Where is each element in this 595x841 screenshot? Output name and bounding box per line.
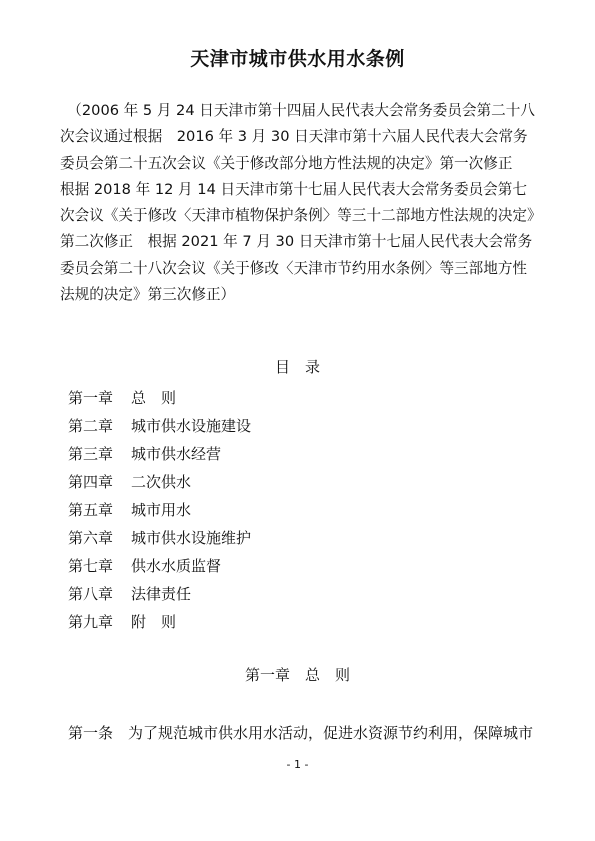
toc-chapter-title: 城市供水经营 bbox=[131, 445, 222, 463]
toc-chapter-number: 第二章 bbox=[68, 417, 114, 435]
toc-chapter-title: 二次供水 bbox=[131, 473, 192, 491]
article-paragraph bbox=[68, 720, 548, 746]
toc-chapter-title: 城市用水 bbox=[131, 501, 192, 519]
toc-chapter-title: 附 则 bbox=[131, 613, 177, 631]
toc-item bbox=[68, 552, 251, 580]
preamble-text: （2006 年 5 月 24 日天津市第十四届人民代表大会常务委员会第二十八次会议通过根据 2016 年 3 月 30 日天津市第十六届人民代表大会常务委员会第二十五次会议《关于修改部分地方性法规的决定》第一次修正 根据 2018 年 12 月 14 日天津市第十七届人民代表大会常务委员会第七次会议《关于修改〈天津市植物保护条例〉等三十二部地方性法规的决定》第二次修正 根据 2021 年 7 月 30 日天津市第十七届人民代表大会常务委员会第二十八次会议《关于修改〈天津市节约用水条例〉等三部地方性法规的决定》第三次修正） bbox=[60, 102, 535, 304]
toc-item bbox=[68, 524, 251, 552]
toc-item bbox=[68, 384, 251, 412]
toc-chapter-number: 第六章 bbox=[68, 529, 114, 547]
toc-item bbox=[68, 580, 251, 608]
page-number: - 1 - bbox=[286, 758, 309, 771]
toc-chapter-number: 第七章 bbox=[68, 557, 114, 575]
article-number: 第一条 bbox=[68, 724, 114, 742]
toc-chapter-number: 第一章 bbox=[68, 389, 114, 407]
toc-item bbox=[68, 496, 251, 524]
toc-chapter-number: 第四章 bbox=[68, 473, 114, 491]
chapter-heading: 第一章 总 则 bbox=[244, 666, 350, 684]
toc-chapter-title: 供水水质监督 bbox=[131, 557, 222, 575]
toc-chapter-title: 总 则 bbox=[131, 389, 177, 407]
toc-chapter-number: 第三章 bbox=[68, 445, 114, 463]
toc-heading: 目 录 bbox=[274, 358, 320, 376]
toc-chapter-number: 第五章 bbox=[68, 501, 114, 519]
toc-chapter-number: 第八章 bbox=[68, 585, 114, 603]
toc-item bbox=[68, 440, 251, 468]
article-text: 为了规范城市供水用水活动，促进水资源节约利用，保障城市 bbox=[128, 724, 534, 742]
document-title: 天津市城市供水用水条例 bbox=[190, 48, 405, 70]
toc-item bbox=[68, 412, 251, 440]
toc-chapter-title: 城市供水设施建设 bbox=[131, 417, 252, 435]
toc-chapter-title: 法律责任 bbox=[131, 585, 192, 603]
toc-item bbox=[68, 608, 251, 636]
toc-chapter-title: 城市供水设施维护 bbox=[131, 529, 252, 547]
table-of-contents bbox=[68, 384, 251, 636]
toc-item bbox=[68, 468, 251, 496]
toc-chapter-number: 第九章 bbox=[68, 613, 114, 631]
